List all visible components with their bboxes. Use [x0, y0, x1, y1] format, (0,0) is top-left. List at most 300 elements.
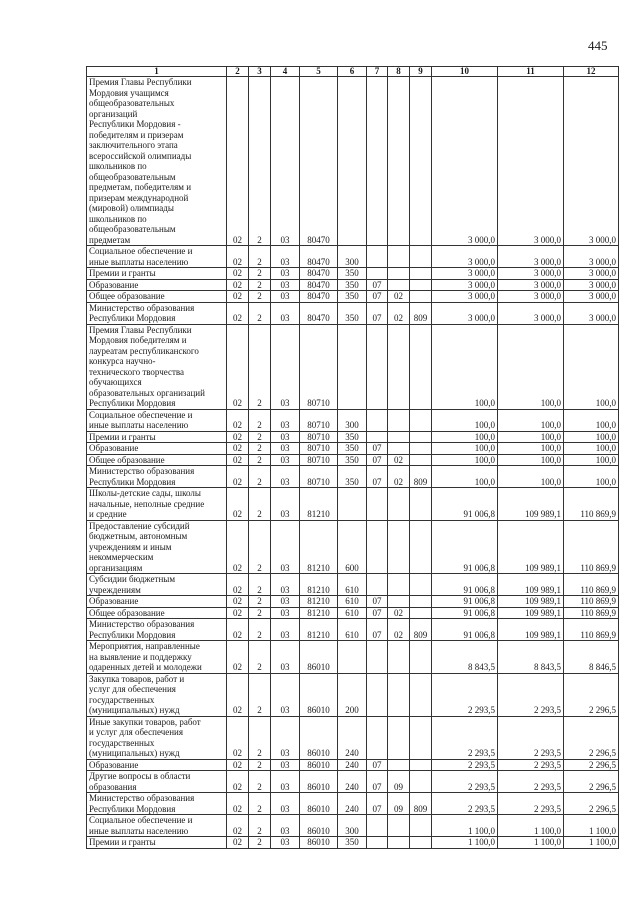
table-row	[87, 268, 619, 280]
cell-col-4: 03	[271, 793, 300, 815]
table-row	[87, 607, 619, 619]
column-header-12: 12	[564, 67, 619, 77]
row-name-line: Образование	[89, 759, 139, 770]
cell-col-4: 03	[271, 619, 300, 641]
cell-col-3: 2	[249, 302, 271, 324]
row-name	[87, 302, 227, 324]
row-name-line: обучающихся	[89, 377, 142, 387]
cell-col-8	[388, 837, 410, 849]
cell-col-7	[367, 246, 388, 268]
cell-col-6	[338, 641, 367, 674]
cell-col-12: 1 100,0	[564, 837, 619, 849]
row-name-line: Республики Мордовия	[89, 629, 176, 640]
row-name-line: и средние	[89, 509, 127, 519]
cell-col-10: 2 293,5	[432, 759, 498, 771]
row-name-line: некоммерческим	[89, 552, 154, 562]
row-name-line: Социальное обеспечение и	[89, 815, 193, 825]
cell-col-11: 109 989,1	[498, 520, 564, 574]
table-row	[87, 454, 619, 466]
cell-col-10: 100,0	[432, 443, 498, 455]
table-row	[87, 246, 619, 268]
cell-col-10: 2 293,5	[432, 793, 498, 815]
cell-col-9	[410, 815, 432, 837]
cell-col-9	[410, 77, 432, 246]
cell-col-9	[410, 431, 432, 443]
row-name-line: Образование	[89, 596, 139, 606]
cell-col-7	[367, 716, 388, 759]
cell-col-4: 03	[271, 641, 300, 674]
cell-col-5: 80710	[300, 431, 338, 443]
row-name	[87, 409, 227, 431]
row-name-line: заключительного этапа	[89, 140, 178, 150]
cell-col-11: 109 989,1	[498, 574, 564, 596]
table-row	[87, 77, 619, 246]
cell-col-9: 809	[410, 302, 432, 324]
cell-col-6: 200	[338, 673, 367, 716]
cell-col-5: 86010	[300, 771, 338, 793]
cell-col-3: 2	[249, 291, 271, 303]
cell-col-3: 2	[249, 77, 271, 246]
cell-col-2: 02	[227, 279, 249, 291]
row-name-line: Министерство образования	[89, 793, 195, 803]
row-name-line: иные выплаты населению	[89, 256, 189, 267]
row-name-line: Республики Мордовия	[89, 476, 176, 487]
row-name-line: учреждениям	[89, 584, 141, 595]
row-name-line: Республики Мордовия	[89, 313, 176, 323]
row-name	[87, 771, 227, 793]
cell-col-12: 110 869,9	[564, 619, 619, 641]
cell-col-11: 1 100,0	[498, 837, 564, 849]
cell-col-7	[367, 324, 388, 409]
row-name-line: Министерство образования	[89, 466, 195, 476]
row-name-line: услуг для обеспечения	[89, 684, 176, 694]
cell-col-4: 03	[271, 488, 300, 521]
cell-col-11: 3 000,0	[498, 279, 564, 291]
cell-col-10: 2 293,5	[432, 716, 498, 759]
cell-col-10: 1 100,0	[432, 815, 498, 837]
cell-col-2: 02	[227, 302, 249, 324]
cell-col-7: 07	[367, 759, 388, 771]
row-name	[87, 596, 227, 608]
row-name	[87, 574, 227, 596]
cell-col-8	[388, 596, 410, 608]
cell-col-9: 809	[410, 619, 432, 641]
cell-col-12: 3 000,0	[564, 302, 619, 324]
cell-col-4: 03	[271, 716, 300, 759]
cell-col-6: 350	[338, 454, 367, 466]
row-name-line: всероссийской олимпиады	[89, 150, 192, 161]
cell-col-9	[410, 246, 432, 268]
row-name-line: Иные закупки товаров, работ	[89, 716, 201, 727]
cell-col-3: 2	[249, 673, 271, 716]
cell-col-5: 80710	[300, 324, 338, 409]
cell-col-6	[338, 324, 367, 409]
cell-col-9	[410, 443, 432, 455]
cell-col-2: 02	[227, 607, 249, 619]
cell-col-5: 86010	[300, 673, 338, 716]
cell-col-7	[367, 77, 388, 246]
cell-col-7: 07	[367, 596, 388, 608]
table-row	[87, 324, 619, 409]
cell-col-4: 03	[271, 520, 300, 574]
cell-col-6	[338, 77, 367, 246]
cell-col-12: 3 000,0	[564, 77, 619, 246]
cell-col-8	[388, 443, 410, 455]
cell-col-5: 80710	[300, 443, 338, 455]
cell-col-6: 350	[338, 268, 367, 280]
cell-col-6: 350	[338, 431, 367, 443]
cell-col-11: 1 100,0	[498, 815, 564, 837]
table-row	[87, 837, 619, 849]
cell-col-12: 3 000,0	[564, 246, 619, 268]
cell-col-10: 1 100,0	[432, 837, 498, 849]
cell-col-3: 2	[249, 443, 271, 455]
cell-col-11: 100,0	[498, 454, 564, 466]
cell-col-9	[410, 771, 432, 793]
column-header-8: 8	[388, 67, 410, 77]
cell-col-3: 2	[249, 488, 271, 521]
cell-col-12: 2 296,5	[564, 759, 619, 771]
cell-col-10: 2 293,5	[432, 673, 498, 716]
cell-col-11: 109 989,1	[498, 488, 564, 521]
cell-col-2: 02	[227, 716, 249, 759]
cell-col-3: 2	[249, 759, 271, 771]
cell-col-9	[410, 520, 432, 574]
cell-col-9	[410, 673, 432, 716]
cell-col-12: 8 846,5	[564, 641, 619, 674]
cell-col-10: 3 000,0	[432, 246, 498, 268]
cell-col-5: 80710	[300, 454, 338, 466]
cell-col-8	[388, 815, 410, 837]
cell-col-3: 2	[249, 793, 271, 815]
cell-col-7	[367, 520, 388, 574]
cell-col-7	[367, 431, 388, 443]
cell-col-12: 1 100,0	[564, 815, 619, 837]
row-name-line: Предоставление субсидий	[89, 520, 190, 531]
cell-col-6	[338, 488, 367, 521]
cell-col-6: 350	[338, 466, 367, 488]
row-name-line: предметам	[89, 234, 131, 245]
cell-col-3: 2	[249, 268, 271, 280]
cell-col-6: 300	[338, 815, 367, 837]
row-name-line: победителям и призерам	[89, 129, 184, 140]
cell-col-5: 86010	[300, 793, 338, 815]
cell-col-2: 02	[227, 454, 249, 466]
cell-col-5: 80710	[300, 409, 338, 431]
cell-col-12: 100,0	[564, 454, 619, 466]
cell-col-6: 610	[338, 596, 367, 608]
row-name	[87, 837, 227, 849]
cell-col-10: 3 000,0	[432, 291, 498, 303]
row-name-line: общеобразовательным	[89, 171, 176, 182]
page-number: 445	[588, 38, 608, 53]
row-name-line: (муниципальных) нужд	[89, 748, 180, 758]
cell-col-6: 350	[338, 837, 367, 849]
row-name-line: Социальное обеспечение и	[89, 246, 193, 256]
cell-col-7	[367, 268, 388, 280]
row-name-line: конкурса научно-	[89, 356, 156, 366]
cell-col-6: 240	[338, 793, 367, 815]
cell-col-2: 02	[227, 488, 249, 521]
row-name-line: одаренных детей и молодежи	[89, 662, 202, 672]
cell-col-8: 09	[388, 771, 410, 793]
cell-col-11: 109 989,1	[498, 619, 564, 641]
table-header-row	[87, 67, 619, 77]
cell-col-7: 07	[367, 466, 388, 488]
cell-col-12: 110 869,9	[564, 520, 619, 574]
cell-col-3: 2	[249, 431, 271, 443]
row-name	[87, 793, 227, 815]
row-name	[87, 246, 227, 268]
row-name-line: учреждениям и иным	[89, 541, 172, 552]
cell-col-4: 03	[271, 279, 300, 291]
cell-col-2: 02	[227, 596, 249, 608]
row-name	[87, 279, 227, 291]
cell-col-4: 03	[271, 759, 300, 771]
cell-col-5: 86010	[300, 716, 338, 759]
cell-col-8	[388, 759, 410, 771]
cell-col-2: 02	[227, 759, 249, 771]
cell-col-8	[388, 409, 410, 431]
cell-col-8	[388, 641, 410, 674]
cell-col-10: 91 006,8	[432, 596, 498, 608]
cell-col-6: 240	[338, 716, 367, 759]
cell-col-10: 91 006,8	[432, 574, 498, 596]
cell-col-11: 100,0	[498, 324, 564, 409]
cell-col-9	[410, 409, 432, 431]
cell-col-8	[388, 324, 410, 409]
cell-col-4: 03	[271, 291, 300, 303]
cell-col-3: 2	[249, 574, 271, 596]
cell-col-8: 09	[388, 793, 410, 815]
cell-col-9	[410, 837, 432, 849]
row-name-line: лауреатам республиканского	[89, 345, 199, 356]
cell-col-8	[388, 268, 410, 280]
cell-col-11: 2 293,5	[498, 793, 564, 815]
column-header-2: 2	[227, 67, 249, 77]
cell-col-6: 300	[338, 409, 367, 431]
row-name-line: Республики Мордовия -	[89, 119, 181, 129]
row-name-line: общеобразовательных организаций	[89, 98, 175, 119]
cell-col-12: 110 869,9	[564, 607, 619, 619]
cell-col-6: 350	[338, 279, 367, 291]
cell-col-10: 3 000,0	[432, 279, 498, 291]
row-name	[87, 759, 227, 771]
row-name-line: Общее образование	[89, 291, 165, 301]
row-name-line: бюджетным, автономным	[89, 531, 188, 541]
cell-col-2: 02	[227, 291, 249, 303]
cell-col-2: 02	[227, 520, 249, 574]
cell-col-3: 2	[249, 246, 271, 268]
cell-col-4: 03	[271, 574, 300, 596]
row-name-line: Премии и гранты	[89, 837, 156, 847]
cell-col-2: 02	[227, 815, 249, 837]
cell-col-12: 3 000,0	[564, 291, 619, 303]
cell-col-2: 02	[227, 574, 249, 596]
cell-col-12: 100,0	[564, 443, 619, 455]
cell-col-7: 07	[367, 607, 388, 619]
cell-col-11: 100,0	[498, 409, 564, 431]
cell-col-7	[367, 409, 388, 431]
cell-col-7: 07	[367, 454, 388, 466]
cell-col-5: 81210	[300, 619, 338, 641]
cell-col-8: 02	[388, 466, 410, 488]
row-name-line: Общее образование	[89, 607, 165, 618]
column-header-7: 7	[367, 67, 388, 77]
cell-col-9	[410, 641, 432, 674]
cell-col-10: 91 006,8	[432, 607, 498, 619]
cell-col-6: 300	[338, 246, 367, 268]
cell-col-4: 03	[271, 815, 300, 837]
cell-col-5: 86010	[300, 837, 338, 849]
cell-col-12: 2 296,5	[564, 716, 619, 759]
cell-col-9	[410, 716, 432, 759]
cell-col-11: 3 000,0	[498, 302, 564, 324]
row-name	[87, 607, 227, 619]
cell-col-5: 80470	[300, 302, 338, 324]
column-header-10: 10	[432, 67, 498, 77]
cell-col-9	[410, 454, 432, 466]
cell-col-8	[388, 716, 410, 759]
row-name-line: Премия Главы Республики	[89, 324, 192, 335]
cell-col-3: 2	[249, 716, 271, 759]
cell-col-2: 02	[227, 77, 249, 246]
row-name-line: Премия Главы Республики	[89, 77, 192, 87]
cell-col-4: 03	[271, 268, 300, 280]
cell-col-12: 2 296,5	[564, 771, 619, 793]
cell-col-4: 03	[271, 837, 300, 849]
column-header-5: 5	[300, 67, 338, 77]
row-name-line: Социальное обеспечение и	[89, 409, 193, 420]
cell-col-11: 8 843,5	[498, 641, 564, 674]
table-row	[87, 641, 619, 674]
cell-col-3: 2	[249, 607, 271, 619]
cell-col-4: 03	[271, 302, 300, 324]
row-name	[87, 641, 227, 674]
cell-col-8: 02	[388, 291, 410, 303]
cell-col-11: 100,0	[498, 431, 564, 443]
cell-col-7: 07	[367, 302, 388, 324]
row-name-line: Мордовия учащимся	[89, 87, 169, 98]
cell-col-8	[388, 431, 410, 443]
cell-col-9: 809	[410, 466, 432, 488]
row-name-line: государственных	[89, 737, 155, 748]
table-row	[87, 596, 619, 608]
cell-col-2: 02	[227, 619, 249, 641]
cell-col-4: 03	[271, 466, 300, 488]
cell-col-7: 07	[367, 793, 388, 815]
table-row	[87, 302, 619, 324]
cell-col-12: 2 296,5	[564, 793, 619, 815]
cell-col-12: 110 869,9	[564, 574, 619, 596]
table-row	[87, 673, 619, 716]
cell-col-3: 2	[249, 619, 271, 641]
table-row	[87, 771, 619, 793]
table-row	[87, 488, 619, 521]
cell-col-12: 2 296,5	[564, 673, 619, 716]
cell-col-5: 81210	[300, 607, 338, 619]
cell-col-7: 07	[367, 443, 388, 455]
cell-col-8: 02	[388, 607, 410, 619]
row-name-line: Республики Мордовия	[89, 398, 176, 408]
table-row	[87, 619, 619, 641]
row-name-line: иные выплаты населению	[89, 420, 189, 430]
cell-col-2: 02	[227, 641, 249, 674]
cell-col-8	[388, 246, 410, 268]
row-name-line: начальные, неполные средние	[89, 498, 205, 509]
cell-col-9	[410, 596, 432, 608]
row-name-line: Республики Мордовия	[89, 803, 176, 814]
cell-col-5: 80470	[300, 246, 338, 268]
cell-col-2: 02	[227, 246, 249, 268]
cell-col-5: 80470	[300, 268, 338, 280]
cell-col-7	[367, 574, 388, 596]
cell-col-6: 610	[338, 619, 367, 641]
row-name	[87, 268, 227, 280]
cell-col-11: 3 000,0	[498, 268, 564, 280]
cell-col-8: 02	[388, 302, 410, 324]
cell-col-4: 03	[271, 246, 300, 268]
cell-col-11: 109 989,1	[498, 607, 564, 619]
table-row	[87, 409, 619, 431]
cell-col-8	[388, 520, 410, 574]
cell-col-3: 2	[249, 279, 271, 291]
row-name	[87, 619, 227, 641]
cell-col-4: 03	[271, 596, 300, 608]
cell-col-7	[367, 488, 388, 521]
cell-col-4: 03	[271, 431, 300, 443]
table-row	[87, 793, 619, 815]
cell-col-11: 2 293,5	[498, 673, 564, 716]
column-header-3: 3	[249, 67, 271, 77]
cell-col-8	[388, 488, 410, 521]
cell-col-4: 03	[271, 324, 300, 409]
cell-col-12: 110 869,9	[564, 596, 619, 608]
cell-col-5: 80710	[300, 466, 338, 488]
cell-col-3: 2	[249, 596, 271, 608]
table-row	[87, 291, 619, 303]
cell-col-4: 03	[271, 771, 300, 793]
cell-col-4: 03	[271, 443, 300, 455]
cell-col-12: 110 869,9	[564, 488, 619, 521]
cell-col-7: 07	[367, 771, 388, 793]
row-name-line: Мероприятия, направленные	[89, 641, 200, 651]
table-row	[87, 431, 619, 443]
cell-col-6: 240	[338, 759, 367, 771]
cell-col-7: 07	[367, 279, 388, 291]
table-row	[87, 759, 619, 771]
row-name-line: Закупка товаров, работ и	[89, 673, 185, 684]
row-name	[87, 815, 227, 837]
cell-col-10: 3 000,0	[432, 77, 498, 246]
row-name-line: образования	[89, 781, 137, 792]
row-name-line: организациям	[89, 562, 143, 573]
cell-col-11: 2 293,5	[498, 716, 564, 759]
cell-col-5: 86010	[300, 815, 338, 837]
row-name	[87, 291, 227, 303]
cell-col-2: 02	[227, 771, 249, 793]
cell-col-2: 02	[227, 431, 249, 443]
row-name-line: призерам международной	[89, 192, 189, 203]
row-name-line: предметам, победителям и	[89, 182, 192, 192]
cell-col-11: 3 000,0	[498, 291, 564, 303]
row-name	[87, 324, 227, 409]
cell-col-5: 86010	[300, 641, 338, 674]
cell-col-3: 2	[249, 454, 271, 466]
cell-col-8: 02	[388, 619, 410, 641]
cell-col-9	[410, 291, 432, 303]
table-row	[87, 279, 619, 291]
